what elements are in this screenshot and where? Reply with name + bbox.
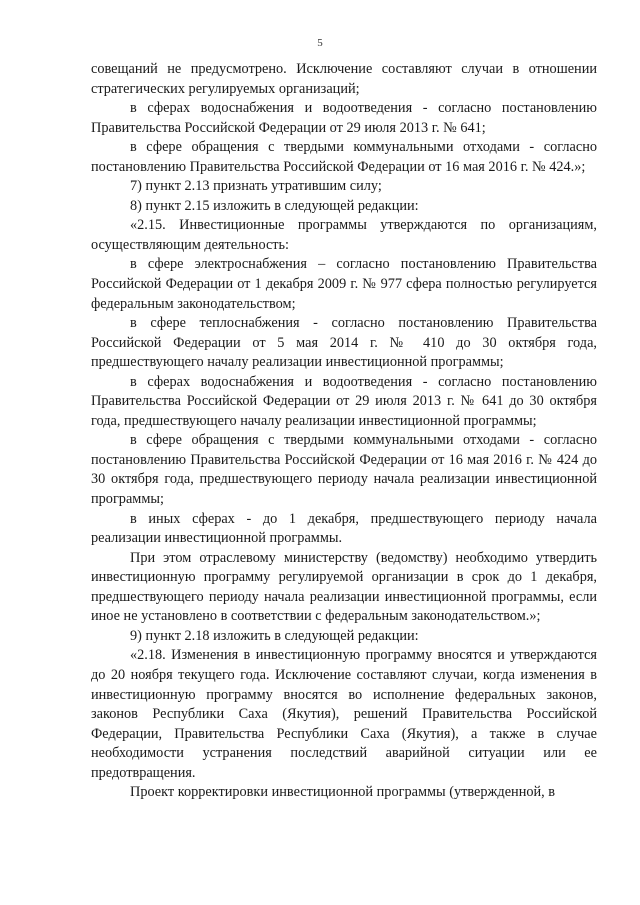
paragraph: 8) пункт 2.15 изложить в следующей редакции: xyxy=(130,197,419,214)
paragraph: в сфере обращения с твердыми коммунальными отходами - согласно постановлению Правительства Российской Федерации от 16 мая 2016 г. № 424 до 30 октября года, предшествующего периоду начала реализации инвестиционной программы; xyxy=(91,432,597,508)
paragraph: «2.15. Инвестиционные программы утверждаются по организациям, осуществляющим деятельность: xyxy=(91,217,597,253)
paragraph: в иных сферах - до 1 декабря, предшествующего периоду начала реализации инвестиционной программы. xyxy=(91,510,597,547)
paragraph: 9) пункт 2.18 изложить в следующей редакции: xyxy=(130,627,419,644)
paragraph: в сфере теплоснабжения - согласно постановлению Правительства Российской Федерации от 5 мая 2014 г. № 410 до 30 октября года, предшествующего началу реализации инвестиционной программы; xyxy=(91,315,597,371)
paragraph: в сфере обращения с твердыми коммунальными отходами - согласно постановлению Правительства Российской Федерации от 16 мая 2016 г. № 424.»; xyxy=(91,139,597,175)
paragraph: совещаний не предусмотрено. Исключение составляют случаи в отношении стратегических регулируемых организаций; xyxy=(91,61,597,97)
paragraph: «2.18. Изменения в инвестиционную программу вносятся и утверждаются до 20 ноября текущего года. Исключение составляют случаи, когда изменения в инвестиционную программу вносятся во исполнение федеральных законов, законов Республики Саха (Якутия), решений Правительства Российской Федерации, Правительства Республики Саха (Якутия), а также в случае необходимости устранения последствий аварийной ситуации или ее предотвращения. xyxy=(91,647,597,781)
paragraph: в сферах водоснабжения и водоотведения - согласно постановлению Правительства Российской Федерации от 29 июля 2013 г. № 641; xyxy=(91,100,597,136)
document-body xyxy=(91,60,597,803)
paragraph: в сфере электроснабжения – согласно постановлению Правительства Российской Федерации от 1 декабря 2009 г. № 977 сфера полностью регулируется федеральным законодательством; xyxy=(91,256,597,312)
paragraph: 7) пункт 2.13 признать утратившим силу; xyxy=(130,178,382,195)
paragraph: Проект корректировки инвестиционной программы (утвержденной, в xyxy=(130,784,556,801)
paragraph: При этом отраслевому министерству (ведомству) необходимо утвердить инвестиционную программу регулируемой организации в срок до 1 декабря, предшествующего периоду начала реализации инвестиционной программы, если иное не установлено в соответствии с федеральным законодательством.»; xyxy=(91,549,597,625)
paragraph: в сферах водоснабжения и водоотведения - согласно постановлению Правительства Российской Федерации от 29 июля 2013 г. № 641 до 30 октября года, предшествующего началу реализации инвестиционной программы; xyxy=(91,373,597,429)
page-number: 5 xyxy=(317,37,323,49)
